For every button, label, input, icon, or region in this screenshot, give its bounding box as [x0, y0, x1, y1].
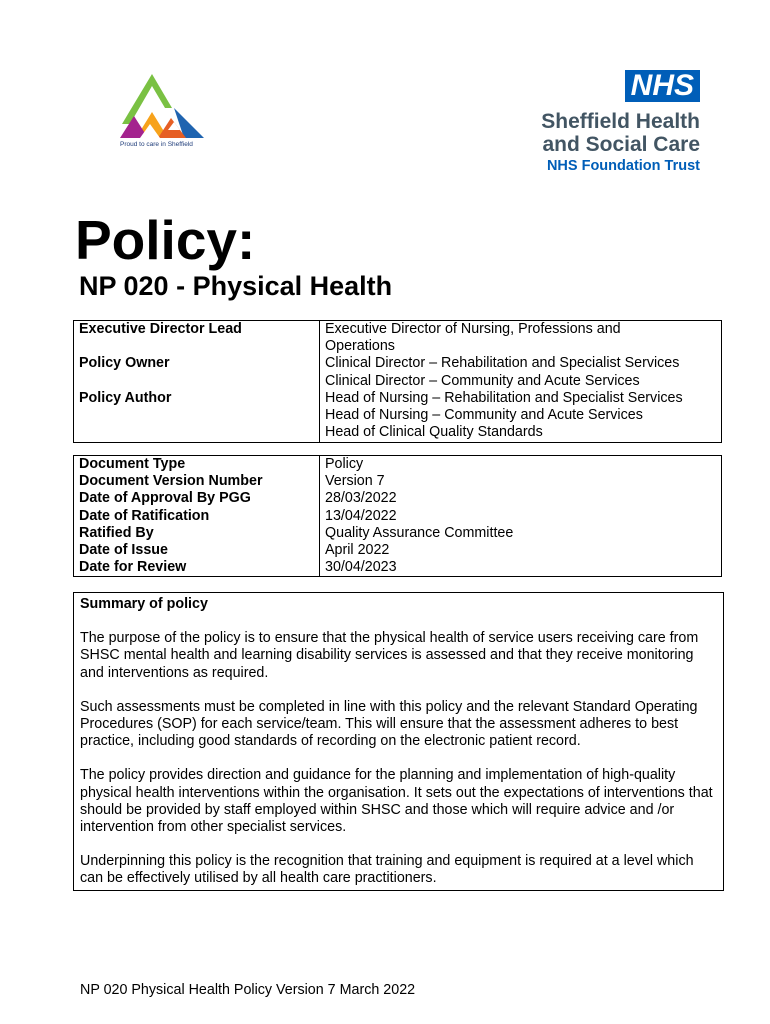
proud-to-care-logo-text: Proud to care in Sheffield	[120, 141, 193, 148]
ownership-label: Policy Owner	[79, 355, 170, 372]
document-subtitle: NP 020 - Physical Health	[79, 271, 393, 301]
document-info-labels-cell	[74, 456, 320, 577]
doc-info-label: Date of Ratification	[79, 507, 210, 524]
doc-info-value: April 2022	[325, 542, 390, 559]
nhs-trust-logo	[500, 70, 700, 176]
summary-paragraph: The purpose of the policy is to ensure that the physical health of service users receiving care from SHSC mental health and learning disability services is assessed and that they receive monitoring and interventions as required.	[80, 630, 699, 681]
summary-heading: Summary of policy	[80, 596, 208, 612]
ownership-value: Clinical Director – Rehabilitation and Specialist Services	[325, 355, 680, 372]
ownership-value: Operations	[325, 338, 395, 355]
nhs-badge: NHS	[625, 70, 700, 102]
summary-paragraph: Underpinning this policy is the recognition that training and equipment is required at a level which can be effectively utilised by all health care practitioners.	[80, 853, 694, 887]
ownership-value: Head of Nursing – Community and Acute Services	[325, 407, 643, 424]
ownership-table	[73, 320, 722, 443]
ownership-values-cell	[320, 321, 722, 443]
document-info-values-cell	[320, 456, 722, 577]
org-name-line2: and Social Care	[542, 133, 700, 156]
doc-info-value: Version 7	[325, 473, 385, 490]
doc-info-label: Date of Approval By PGG	[79, 490, 251, 507]
ownership-value: Executive Director of Nursing, Professions and	[325, 321, 621, 337]
summary-paragraph: The policy provides direction and guidance for the planning and implementation of high-quality physical health interventions within the organisation. It sets out the expectations of interventions that should be provided by staff employed within SHSC and those which will require advice and /or intervention from other specialist services.	[80, 767, 713, 836]
doc-info-value: 28/03/2022	[325, 490, 397, 507]
doc-info-label: Date of Issue	[79, 542, 168, 559]
doc-info-label: Document Type	[79, 456, 186, 472]
ownership-value: Head of Clinical Quality Standards	[325, 424, 543, 441]
ownership-label: Executive Director Lead	[79, 321, 242, 337]
doc-info-label: Ratified By	[79, 524, 154, 541]
org-name-line1: Sheffield Health	[541, 110, 700, 133]
doc-info-label: Date for Review	[79, 559, 187, 576]
doc-info-label: Document Version Number	[79, 473, 263, 490]
org-trust-name: NHS Foundation Trust	[546, 158, 700, 174]
summary-box	[73, 592, 724, 891]
doc-info-value: Policy	[325, 456, 364, 472]
ownership-row	[74, 321, 722, 443]
doc-info-value: 13/04/2022	[325, 507, 397, 524]
ownership-value: Clinical Director – Community and Acute Services	[325, 372, 640, 389]
ownership-value: Head of Nursing – Rehabilitation and Specialist Services	[325, 389, 683, 406]
proud-to-care-logo	[116, 72, 212, 154]
doc-info-value: 30/04/2023	[325, 559, 397, 576]
ownership-label: Policy Author	[79, 389, 172, 406]
doc-info-value: Quality Assurance Committee	[325, 524, 514, 541]
document-title: Policy:	[75, 209, 256, 271]
document-info-table	[73, 455, 722, 577]
summary-paragraph: Such assessments must be completed in line with this policy and the relevant Standard Operating Procedures (SOP) for each service/team. This will ensure that the assessment adheres to best practice, including good standards of recording on the electronic patient record.	[80, 698, 698, 750]
ownership-labels-cell	[74, 321, 320, 443]
document-info-row	[74, 456, 722, 577]
page-footer: NP 020 Physical Health Policy Version 7 March 2022	[80, 982, 416, 998]
